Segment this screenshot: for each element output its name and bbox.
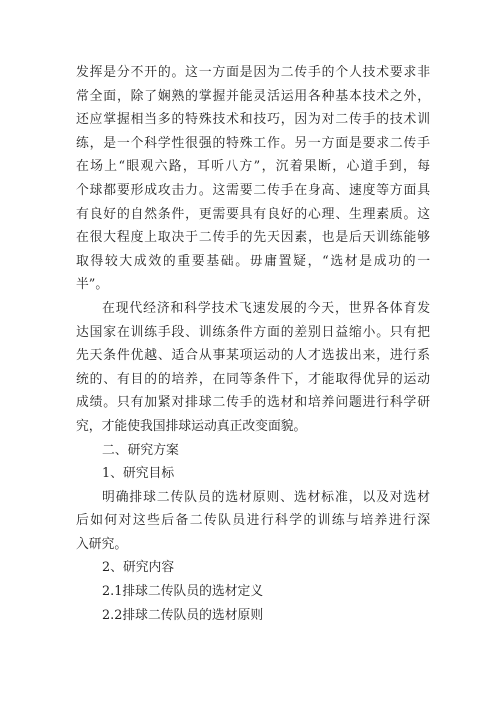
text-line: 在现代经济和科学技术飞速发展的今天，世界各体育发 [102,300,430,316]
subsection-1-heading: 1、研究目标 [102,466,175,482]
text-line: 半”。 [76,277,109,293]
paragraph-3 [76,486,430,557]
text-line: 有良好的自然条件，更需要具有良好的心理、生理素质。这 [76,206,430,222]
text-line: 入研究。 [76,536,128,552]
subsection-2-heading: 2、研究内容 [102,560,175,576]
section-heading: 二、研究方案 [102,442,179,458]
text-line: 后如何对这些后备二传队员进行科学的训练与培养进行深 [76,513,430,529]
text-line: 在很大程度上取决于二传手的先天因素，也是后天训练能够 [76,230,430,246]
text-line: 明确排球二传队员的选材原则、选材标准，以及对选材 [102,489,430,505]
list-item-2-2: 2.2排球二传队员的选材原则 [102,607,264,623]
text-line: 先天条件优越、适合从事某项运动的人才选拔出来，进行系 [76,348,430,364]
text-line: 统的、有目的的培养，在同等条件下，才能取得优异的运动 [76,371,430,387]
text-line: 成绩。只有加紧对排球二传手的选材和培养问题进行科学研 [76,395,430,411]
text-line: 常全面，除了娴熟的掌握并能灵活运用各种基本技术之外， [76,88,430,104]
text-line: 究，才能使我国排球运动真正改变面貌。 [76,418,307,434]
text-line: 取得较大成效的重要基础。毋庸置疑，“选材是成功的一 [76,253,430,269]
text-line: 还应掌握相当多的特殊技术和技巧，因为对二传手的技术训 [76,112,430,128]
text-line: 在场上“眼观六路，耳听八方”，沉着果断，心道手到，每 [76,159,430,175]
paragraph-2 [76,297,430,439]
text-line: 练，是一个科学性很强的特殊工作。另一方面是要求二传手 [76,135,430,151]
text-line: 发挥是分不开的。这一方面是因为二传手的个人技术要求非 [76,65,430,80]
text-line: 个球都要形成攻击力。这需要二传手在身高、速度等方面具 [76,182,430,198]
list-item-2-1: 2.1排球二传队员的选材定义 [102,584,264,600]
text-line: 达国家在训练手段、训练条件方面的差别日益缩小。只有把 [76,324,430,340]
paragraph-1 [76,61,430,297]
document-page [76,61,430,627]
